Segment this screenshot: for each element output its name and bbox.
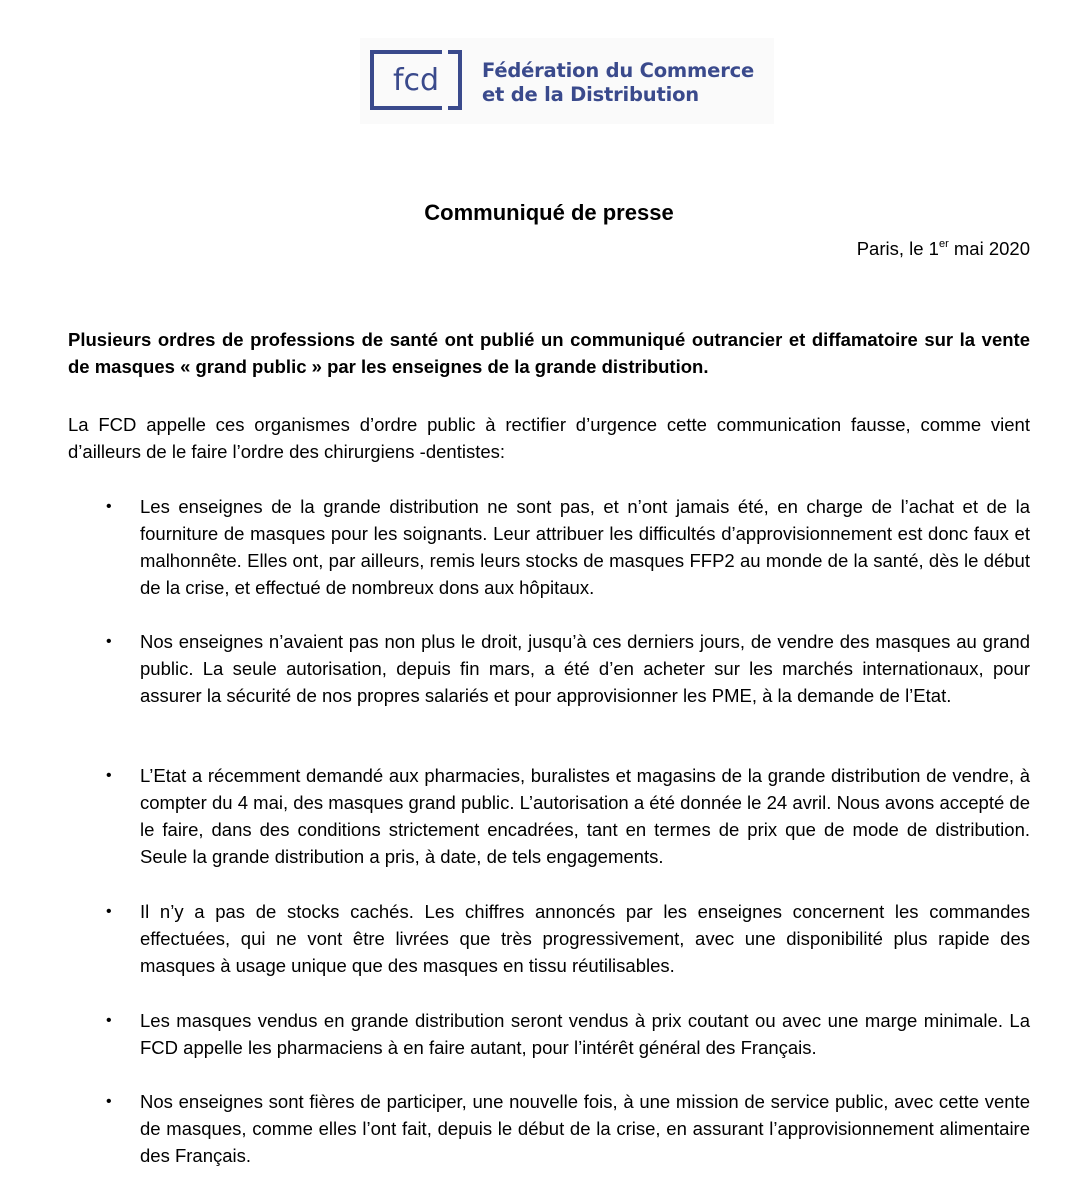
fcd-logo-mark xyxy=(370,50,462,110)
list-item xyxy=(68,762,1030,870)
dateline xyxy=(857,238,1030,260)
list-item-text: Nos enseignes n’avaient pas non plus le droit, jusqu’à ces derniers jours, de vendre des masques au grand public. La seule autorisation, depuis fin mars, a été d’en acheter sur les marchés internationaux, pour assurer la sécurité de nos propres salariés et pour approvisionner les PME, à la demande de l’Etat. xyxy=(140,631,1030,706)
date-suffix: mai 2020 xyxy=(948,238,1030,259)
bullet-icon: • xyxy=(106,767,112,784)
fcd-logo xyxy=(360,38,774,124)
lead-paragraph: Plusieurs ordres de professions de santé ont publié un communiqué outrancier et diffamatoire sur la vente de masques « grand public » par les enseignes de la grande distribution. xyxy=(68,329,1030,377)
list-item xyxy=(68,493,1030,601)
bullet-icon: • xyxy=(106,903,112,920)
list-item-text: Il n’y a pas de stocks cachés. Les chiffres annoncés par les enseignes concernent les commandes effectuées, qui ne vont être livrées que très progressivement, avec une disponibilité plus rapide des masques à usage unique que des masques en tissu réutilisables. xyxy=(140,901,1030,976)
list-item xyxy=(68,1007,1030,1061)
intro-paragraph: La FCD appelle ces organismes d’ordre public à rectifier d’urgence cette communication fausse, comme vient d’ailleurs de le faire l’ordre des chirurgiens -dentistes: xyxy=(68,414,1030,462)
bullet-icon: • xyxy=(106,1093,112,1110)
list-item-text: Les masques vendus en grande distribution seront vendus à prix coutant ou avec une marge minimale. La FCD appelle les pharmaciens à en faire autant, pour l’intérêt général des Français. xyxy=(140,1010,1030,1058)
bullet-icon: • xyxy=(106,1012,112,1029)
list-item-text: L’Etat a récemment demandé aux pharmacies, buralistes et magasins de la grande distribution de vendre, à compter du 4 mai, des masques grand public. L’autorisation a été donnée le 24 avril. Nous avons accepté de le faire, dans des conditions strictement encadrées, tant en termes de prix que de mode de distribution. Seule la grande distribution a pris, à date, de tels engagements. xyxy=(140,765,1030,867)
list-item-text: Les enseignes de la grande distribution ne sont pas, et n’ont jamais été, en charge de l’achat et de la fourniture de masques pour les soignants. Leur attribuer les difficultés d’approvisionnement est donc faux et malhonnête. Elles ont, par ailleurs, remis leurs stocks de masques FFP2 au monde de la santé, dès le début de la crise, et effectué de nombreux dons aux hôpitaux. xyxy=(140,496,1030,598)
list-item xyxy=(68,898,1030,979)
bullet-icon: • xyxy=(106,498,112,515)
document-title: Communiqué de presse xyxy=(424,200,674,225)
list-item-text: Nos enseignes sont fières de participer, une nouvelle fois, à une mission de service public, avec cette vente de masques, comme elles l’ont fait, depuis le début de la crise, en assurant l’approvisionnement alimentaire des Français. xyxy=(140,1091,1030,1166)
list-item xyxy=(68,1088,1030,1169)
date-prefix: Paris, le 1 xyxy=(856,238,939,259)
logo-wordmark xyxy=(482,59,754,107)
list-item xyxy=(68,628,1030,709)
logo-line-1: Fédération du Commerce xyxy=(482,59,754,82)
logo-line-2: et de la Distribution xyxy=(482,83,699,106)
date-superscript: er xyxy=(938,238,949,250)
bullet-icon: • xyxy=(106,633,112,650)
logo-mark-text: fcd xyxy=(392,62,440,98)
